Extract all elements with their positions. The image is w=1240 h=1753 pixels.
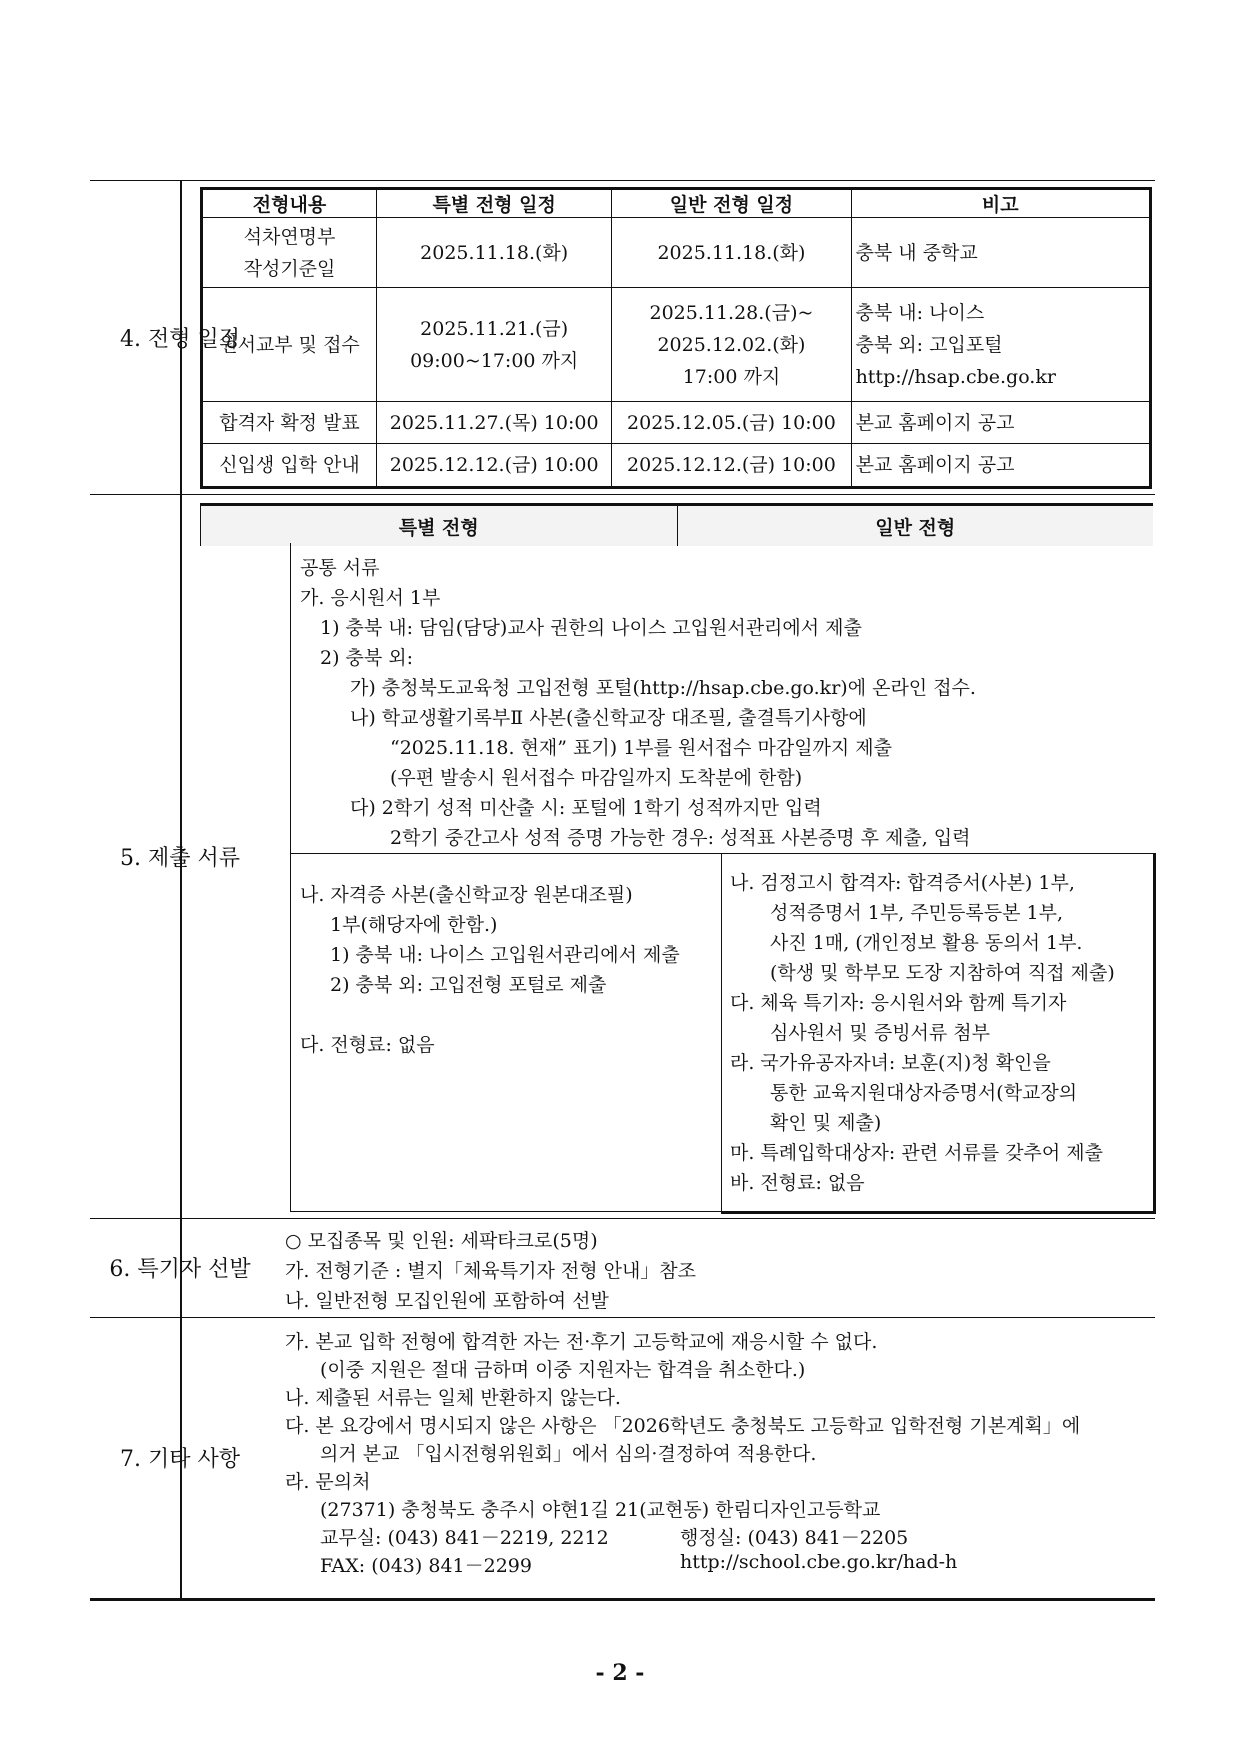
common-doc-line: 가. 응시원서 1부 — [300, 587, 441, 609]
common-doc-line: 나) 학교생활기록부Ⅱ 사본(출신학교장 대조필, 출결특기사항에 — [350, 707, 867, 729]
other-line: 가. 본교 입학 전형에 합격한 자는 전·후기 고등학교에 재응시할 수 없다. — [285, 1331, 878, 1353]
cell-line: 2025.11.18.(화) — [420, 241, 569, 264]
documents-label: 5. 제출 서류 — [120, 845, 240, 871]
cell-line: 신입생 입학 안내 — [219, 454, 360, 476]
cell-line: 2025.12.02.(화) — [657, 333, 806, 356]
other-line: 행정실: (043) 841－2205 — [680, 1527, 909, 1549]
special-doc-line: 다. 전형료: 없음 — [300, 1034, 435, 1056]
cell-line: 17:00 까지 — [682, 365, 781, 388]
cell-line: 충북 내 중학교 — [855, 241, 978, 264]
special-doc-line: 2) 충북 외: 고입전형 포털로 제출 — [330, 974, 607, 996]
schedule-note-cell — [851, 288, 1150, 402]
general-doc-line: 성적증명서 1부, 주민등록등본 1부, — [770, 902, 1063, 924]
schedule-row — [202, 218, 1151, 288]
athletes-line: ○ 모집종목 및 인원: 세팍타크로(5명) — [285, 1230, 598, 1252]
schedule-special-cell — [377, 444, 612, 488]
athletes-label: 6. 특기자 선발 — [109, 1257, 251, 1282]
common-doc-line: “2025.11.18. 현재” 표기) 1부를 원서접수 마감일까지 제출 — [390, 737, 893, 759]
documents-header — [200, 503, 1153, 546]
common-doc-line: 1) 충북 내: 담임(담당)교사 권한의 나이스 고입원서관리에서 제출 — [320, 617, 862, 639]
cell-line: http://hsap.cbe.go.kr — [855, 365, 1056, 388]
other-label: 7. 기타 사항 — [120, 1447, 240, 1472]
cell-line: 2025.12.12.(금) 10:00 — [389, 454, 599, 476]
cell-line: 본교 홈페이지 공고 — [855, 454, 1015, 476]
general-doc-line: 바. 전형료: 없음 — [730, 1172, 865, 1194]
schedule-general-cell — [612, 288, 851, 402]
cell-line: 2025.11.18.(화) — [657, 241, 806, 264]
other-line: 라. 문의처 — [285, 1471, 371, 1493]
cell-line: 작성기준일 — [243, 257, 336, 280]
cell-line: 2025.12.12.(금) 10:00 — [627, 454, 836, 476]
special-doc-line: 1) 충북 내: 나이스 고입원서관리에서 제출 — [330, 944, 680, 966]
cell-line: 2025.11.21.(금) — [420, 317, 569, 340]
schedule-special-cell — [377, 288, 612, 402]
common-doc-line: 2) 충북 외: — [320, 647, 414, 669]
other-line: (이중 지원은 절대 금하며 이중 지원자는 합격을 취소한다.) — [320, 1359, 806, 1381]
general-doc-line: 통한 교육지원대상자증명서(학교장의 — [770, 1082, 1078, 1104]
schedule-item-cell — [202, 402, 377, 444]
schedule-row — [202, 288, 1151, 402]
schedule-header-note: 비고 — [851, 189, 1150, 218]
general-doc-line: 라. 국가유공자자녀: 보훈(지)청 확인을 — [730, 1052, 1051, 1074]
schedule-item-cell — [202, 444, 377, 488]
cell-line: 2025.12.05.(금) 10:00 — [627, 411, 836, 434]
schedule-special-cell — [377, 218, 612, 288]
schedule-special-cell — [377, 402, 612, 444]
other-line: 의거 본교 「입시전형위원회」에서 심의·결정하여 적용한다. — [320, 1443, 817, 1465]
cell-line: 합격자 확정 발표 — [219, 411, 360, 434]
athletes-line: 나. 일반전형 모집인원에 포함하여 선발 — [285, 1290, 609, 1312]
page-number: - 2 - — [595, 1660, 645, 1686]
cell-line: 석차연명부 — [243, 225, 336, 248]
other-line: 교무실: (043) 841－2219, 2212 — [320, 1527, 609, 1549]
documents-head-special: 특별 전형 — [398, 516, 479, 539]
schedule-header-row — [202, 189, 1151, 218]
other-line: http://school.cbe.go.kr/had-h — [680, 1551, 958, 1573]
other-line: (27371) 충청북도 충주시 야현1길 21(교현동) 한림디자인고등학교 — [320, 1499, 881, 1521]
athletes-line: 가. 전형기준 : 별지「체육특기자 전형 안내」참조 — [285, 1260, 697, 1282]
cell-line: 충북 내: 나이스 — [855, 301, 985, 324]
common-doc-line: 공통 서류 — [300, 557, 380, 579]
schedule-note-cell — [851, 444, 1150, 488]
schedule-general-cell — [612, 402, 851, 444]
schedule-general-cell — [612, 218, 851, 288]
other-line: 나. 제출된 서류는 일체 반환하지 않는다. — [285, 1387, 621, 1409]
cell-line: 09:00~17:00 까지 — [410, 349, 579, 372]
common-doc-line: 2학기 중간고사 성적 증명 가능한 경우: 성적표 사본증명 후 제출, 입력 — [390, 827, 971, 849]
common-doc-line: 다) 2학기 성적 미산출 시: 포털에 1학기 성적까지만 입력 — [350, 797, 822, 819]
schedule-item-cell — [202, 288, 377, 402]
general-doc-line: 다. 체육 특기자: 응시원서와 함께 특기자 — [730, 992, 1067, 1014]
cell-line: 충북 외: 고입포털 — [855, 333, 1003, 356]
documents-head-general: 일반 전형 — [677, 506, 1154, 546]
schedule-general-cell — [612, 444, 851, 488]
cell-line: 원서교부 및 접수 — [219, 333, 360, 356]
general-doc-line: (학생 및 학부모 도장 지참하여 직접 제출) — [770, 962, 1115, 984]
schedule-row — [202, 402, 1151, 444]
schedule-note-cell — [851, 218, 1150, 288]
schedule-header-general: 일반 전형 일정 — [612, 189, 851, 218]
special-doc-line: 나. 자격증 사본(출신학교장 원본대조필) — [300, 884, 633, 906]
schedule-table — [200, 187, 1152, 489]
general-doc-line: 사진 1매, (개인정보 활용 동의서 1부. — [770, 932, 1083, 954]
rule-bottom — [90, 1598, 1155, 1601]
schedule-label: 4. 전형 일정 — [120, 326, 240, 352]
common-doc-line: 가) 충청북도교육청 고입전형 포털(http://hsap.cbe.go.kr)에 온라인 접수. — [350, 677, 976, 699]
cell-line: 2025.11.27.(목) 10:00 — [389, 411, 599, 434]
schedule-header-item: 전형내용 — [202, 189, 377, 218]
cell-line: 본교 홈페이지 공고 — [855, 411, 1015, 434]
general-doc-line: 마. 특례입학대상자: 관련 서류를 갖추어 제출 — [730, 1142, 1104, 1164]
general-doc-line: 심사원서 및 증빙서류 첨부 — [770, 1022, 991, 1044]
schedule-row — [202, 444, 1151, 488]
common-doc-line: (우편 발송시 원서접수 마감일까지 도착분에 한함) — [390, 767, 803, 789]
schedule-note-cell — [851, 402, 1150, 444]
cell-line: 2025.11.28.(금)~ — [649, 301, 814, 324]
special-doc-line: 1부(해당자에 한함.) — [330, 914, 498, 936]
other-line: FAX: (043) 841－2299 — [320, 1555, 532, 1577]
schedule-item-cell — [202, 218, 377, 288]
schedule-header-special: 특별 전형 일정 — [377, 189, 612, 218]
general-doc-line: 확인 및 제출) — [770, 1112, 882, 1134]
general-doc-line: 나. 검정고시 합격자: 합격증서(사본) 1부, — [730, 872, 1075, 894]
other-line: 다. 본 요강에서 명시되지 않은 사항은 「2026학년도 충청북도 고등학교 입학전형 기본계획」에 — [285, 1415, 1081, 1437]
